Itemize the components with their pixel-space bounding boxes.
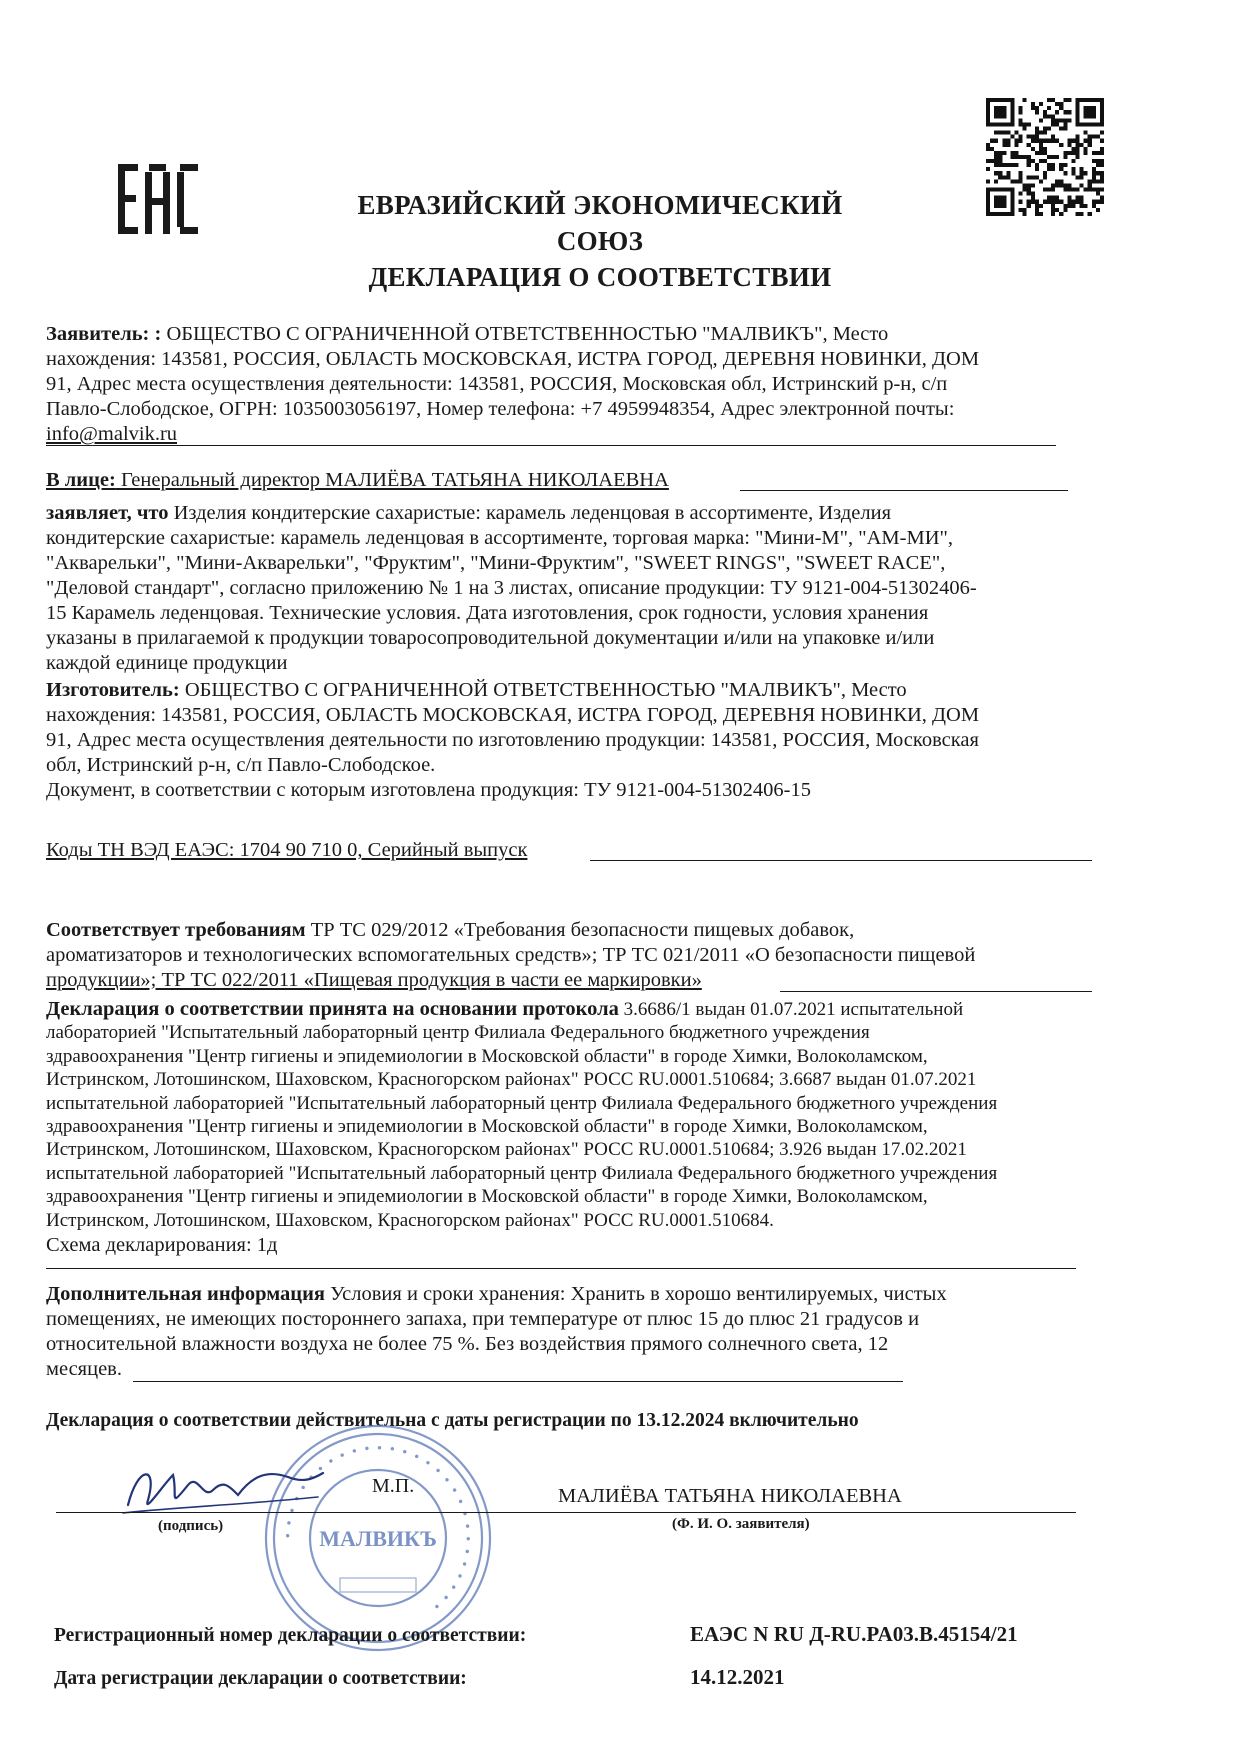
company-stamp xyxy=(258,1418,498,1658)
registration-number-value: ЕАЭС N RU Д-RU.PA03.B.45154/21 xyxy=(690,1622,1018,1646)
basis-label: Декларация о соответствии принята на основании протокола xyxy=(46,998,619,1020)
codes-text: Коды ТН ВЭД ЕАЭС: 1704 90 710 0, Серийный выпуск xyxy=(46,839,528,861)
name-caption: (Ф. И. О. заявителя) xyxy=(672,1516,810,1532)
basis-line: здравоохранения "Центр гигиены и эпидемиологии в Московской области" в городе Химки, Волоколамском, xyxy=(46,1186,928,1208)
declares-line: Изделия кондитерские сахаристые: карамель леденцовая в ассортименте, Изделия xyxy=(168,502,892,524)
basis-line: Истринском, Лотошинском, Шаховском, Красногорском районах" РОСС RU.0001.510684; 3.926 выдан 17.02.2021 xyxy=(46,1139,967,1161)
declares-line: кондитерские сахаристые: карамель леденцовая в ассортименте, торговая марка: "Мини-М", "АМ-МИ", xyxy=(46,527,954,549)
declares-line: "Акварельки", "Мини-Акварельки", "Фруктим", "Мини-Фруктим", "SWEET RINGS", "SWEET RACE", xyxy=(46,552,946,574)
title-line-1: ЕВРАЗИЙСКИЙ ЭКОНОМИЧЕСКИЙ xyxy=(357,190,843,220)
applicant-section xyxy=(46,322,1116,447)
divider xyxy=(46,1268,1076,1269)
title-line-2: СОЮЗ xyxy=(556,226,644,256)
compliance-line: продукции»; ТР ТС 022/2011 «Пищевая продукция в части ее маркировки» xyxy=(46,969,702,991)
eac-logo xyxy=(118,160,198,238)
basis-line: испытательной лабораторией "Испытательный лабораторный центр Филиала Федерального бюджетного учреждения xyxy=(46,1092,998,1114)
manufacturer-section xyxy=(46,678,1116,803)
stamp-place-label: М.П. xyxy=(372,1475,415,1497)
declares-line: каждой единице продукции xyxy=(46,652,288,674)
registration-date-value: 14.12.2021 xyxy=(690,1665,785,1689)
basis-line: лабораторией "Испытательный лабораторный центр Филиала Федерального бюджетного учреждения xyxy=(46,1022,870,1044)
manufacturer-line: 91, Адрес места осуществления деятельности по изготовлению продукции: 143581, РОССИЯ, Московская xyxy=(46,729,979,751)
compliance-label: Соответствует требованиям xyxy=(46,919,306,941)
additional-line: Условия и сроки хранения: Хранить в хорошо вентилируемых, чистых xyxy=(325,1283,947,1305)
declares-section xyxy=(46,501,1116,676)
basis-section xyxy=(46,998,1116,1257)
applicant-line: нахождения: 143581, РОССИЯ, ОБЛАСТЬ МОСКОВСКАЯ, ИСТРА ГОРОД, ДЕРЕВНЯ НОВИНКИ, ДОМ xyxy=(46,348,980,370)
title-line-3: ДЕКЛАРАЦИЯ О СООТВЕТСТВИИ xyxy=(368,262,832,292)
registration-number-label: Регистрационный номер декларации о соответствии: xyxy=(54,1625,527,1646)
stamp-name: МАЛВИКЪ xyxy=(319,1526,437,1551)
applicant-label: Заявитель: : xyxy=(46,323,162,345)
qr-code xyxy=(986,98,1104,216)
basis-line: здравоохранения "Центр гигиены и эпидемиологии в Московской области" в городе Химки, Волоколамском, xyxy=(46,1045,928,1067)
manufacturer-line: ОБЩЕСТВО С ОГРАНИЧЕННОЙ ОТВЕТСТВЕННОСТЬЮ "МАЛВИКЪ", Место xyxy=(179,679,907,701)
handwritten-signature xyxy=(118,1455,328,1525)
signature-caption: (подпись) xyxy=(158,1518,224,1534)
additional-label: Дополнительная информация xyxy=(46,1283,325,1305)
declaration-scheme: Схема декларирования: 1д xyxy=(46,1234,278,1257)
divider xyxy=(740,490,1068,491)
signature-line xyxy=(56,1512,1076,1513)
divider xyxy=(590,860,1092,861)
divider xyxy=(133,1381,903,1382)
compliance-line: ТР ТС 029/2012 «Требования безопасности пищевых добавок, xyxy=(305,919,855,941)
applicant-line: Павло-Слободское, ОГРН: 1035003056197, Номер телефона: +7 4959948354, Адрес электронной почты: xyxy=(46,398,955,420)
applicant-email: info@malvik.ru xyxy=(46,423,178,445)
basis-line: 3.6686/1 выдан 01.07.2021 испытательной xyxy=(618,999,964,1020)
declares-line: "Деловой стандарт", согласно приложению № 1 на 3 листах, описание продукции: ТУ 9121-004-51302406- xyxy=(46,577,977,599)
svg-text:• • • • • • • • • • • • • • •: • • • • • • • • • • • • • • • • • • • • • • • • • • • • • xyxy=(279,1439,477,1616)
divider xyxy=(780,991,1092,992)
registration-date-label: Дата регистрации декларации о соответствии: xyxy=(54,1668,467,1689)
additional-section xyxy=(46,1282,1116,1382)
additional-line: относительной влажности воздуха не более 75 %. Без воздействия прямого солнечного света, 12 xyxy=(46,1333,889,1355)
additional-line: месяцев. xyxy=(46,1358,122,1380)
applicant-line: ОБЩЕСТВО С ОГРАНИЧЕННОЙ ОТВЕТСТВЕННОСТЬЮ "МАЛВИКЪ", Место xyxy=(161,323,889,345)
signer-name: МАЛИЁВА ТАТЬЯНА НИКОЛАЕВНА xyxy=(558,1485,902,1507)
additional-line: помещениях, не имеющих постороннего запаха, при температуре от плюс 15 до плюс 21 градусов и xyxy=(46,1308,920,1330)
applicant-line: 91, Адрес места осуществления деятельности: 143581, РОССИЯ, Московская обл, Истринский р-н, с/п xyxy=(46,373,948,395)
representative-label: В лице: xyxy=(46,469,116,491)
declares-label: заявляет, что xyxy=(46,502,169,524)
basis-line: испытательной лабораторией "Испытательный лабораторный центр Филиала Федерального бюджетного учреждения xyxy=(46,1162,998,1184)
validity-text: Декларация о соответствии действительна с даты регистрации по 13.12.2024 включительно xyxy=(46,1410,859,1431)
compliance-line: ароматизаторов и технологических вспомогательных средств»; ТР ТС 021/2011 «О безопасности пищевой xyxy=(46,944,976,966)
manufacturer-label: Изготовитель: xyxy=(46,679,180,701)
compliance-section xyxy=(46,918,1116,993)
basis-line: Истринском, Лотошинском, Шаховском, Красногорском районах" РОСС RU.0001.510684; 3.6687 выдан 01.07.2021 xyxy=(46,1069,977,1091)
declares-line: 15 Карамель леденцовая. Технические условия. Дата изготовления, срок годности, условия хранения xyxy=(46,602,929,624)
divider xyxy=(46,445,1056,446)
manufacturer-line: нахождения: 143581, РОССИЯ, ОБЛАСТЬ МОСКОВСКАЯ, ИСТРА ГОРОД, ДЕРЕВНЯ НОВИНКИ, ДОМ xyxy=(46,704,980,726)
manufacturer-document: Документ, в соответствии с которым изготовлена продукция: ТУ 9121-004-51302406-15 xyxy=(46,779,811,801)
declares-line: указаны в прилагаемой к продукции товаросопроводительной документации и/или на упаковке и/или xyxy=(46,627,935,649)
representative-name: Генеральный директор МАЛИЁВА ТАТЬЯНА НИКОЛАЕВНА xyxy=(115,469,669,491)
basis-line: Истринском, Лотошинском, Шаховском, Красногорском районах" РОСС RU.0001.510684. xyxy=(46,1209,774,1231)
manufacturer-line: обл, Истринский р-н, с/п Павло-Слободское. xyxy=(46,754,436,776)
basis-line: здравоохранения "Центр гигиены и эпидемиологии в Московской области" в городе Химки, Волоколамском, xyxy=(46,1116,928,1138)
